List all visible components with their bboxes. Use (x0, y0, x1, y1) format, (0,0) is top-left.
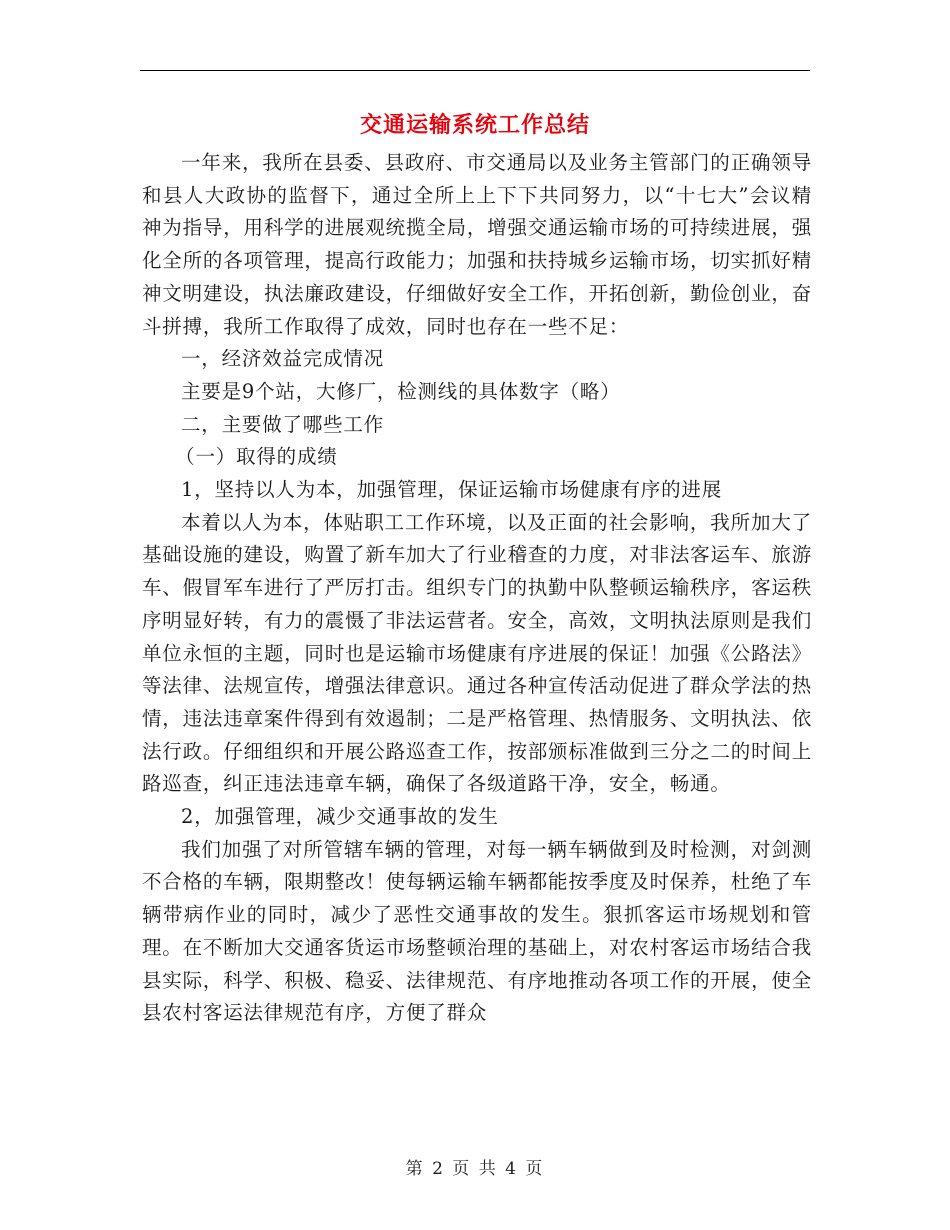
subsection-heading-achievements: （一）取得的成绩 (175, 445, 338, 469)
paragraph-item-1: 本着以人为本，体贴职工工作环境，以及正面的社会影响，我所加大了基础设施的建设，购置了新车加大了行业稽查的力度，对非法客运车、旅游车、假冒军车进行了严厉打击。组织专门的执勤中队整顿运输秩序，客运秩序明显好转，有力的震慑了非法运营者。安全，高效，文明执法原则是我们单位永恒的主题，同时也是运输市场健康有序进展的保证！加强《公路法》等法律、法规宣传，增强法律意识。通过各种宣传活动促进了群众学法的热情，违法违章案件得到有效遏制；二是严格管理、热情服务、文明执法、依法行政。仔细组织和开展公路巡查工作，按部颁标准做到三分之二的时间上路巡查，纠正违法违章车辆，确保了各级道路干净，安全，畅通。 (142, 510, 812, 796)
paragraph-economic-details: 主要是9个站，大修厂，检测线的具体数字（略） (181, 379, 621, 403)
document-body (142, 147, 812, 1030)
paragraph-item-2: 我们加强了对所管辖车辆的管理，对每一辆车辆做到及时检测，对剑测不合格的车辆，限期整改！使每辆运输车辆都能按季度及时保养，杜绝了车辆带病作业的同时，减少了恶性交通事故的发生。狠抓客运市场规划和管理。在不断加大交通客货运市场整顿治理的基础上，对农村客运市场结合我县实际，科学、积极、稳妥、法律规范、有序地推动各项工作的开展，使全县农村客运法律规范有序，方便了群众 (142, 837, 812, 1025)
document-title: 交通运输系统工作总结 (359, 112, 590, 138)
item-heading-1: 1，坚持以人为本，加强管理，保证运输市场健康有序的进展 (181, 478, 723, 502)
section-heading-economic: 一，经济效益完成情况 (181, 347, 385, 371)
section-heading-work: 二，主要做了哪些工作 (181, 412, 385, 436)
header-rule (140, 70, 810, 71)
paragraph-intro: 一年来，我所在县委、县政府、市交通局以及业务主管部门的正确领导和县人大政协的监督下，通过全所上上下下共同努力，以“十七大”会议精神为指导，用科学的进展观统揽全局，增强交通运输市场的可持续进展，强化全所的各项管理，提高行政能力；加强和扶持城乡运输市场，切实抓好精神文明建设，执法廉政建设，仔细做好安全工作，开拓创新，勤俭创业，奋斗拼搏，我所工作取得了成效，同时也存在一些不足： (142, 151, 812, 338)
page-number-footer: 第 2 页 共 4 页 (405, 1159, 545, 1179)
item-heading-2: 2，加强管理，减少交通事故的发生 (181, 805, 499, 829)
